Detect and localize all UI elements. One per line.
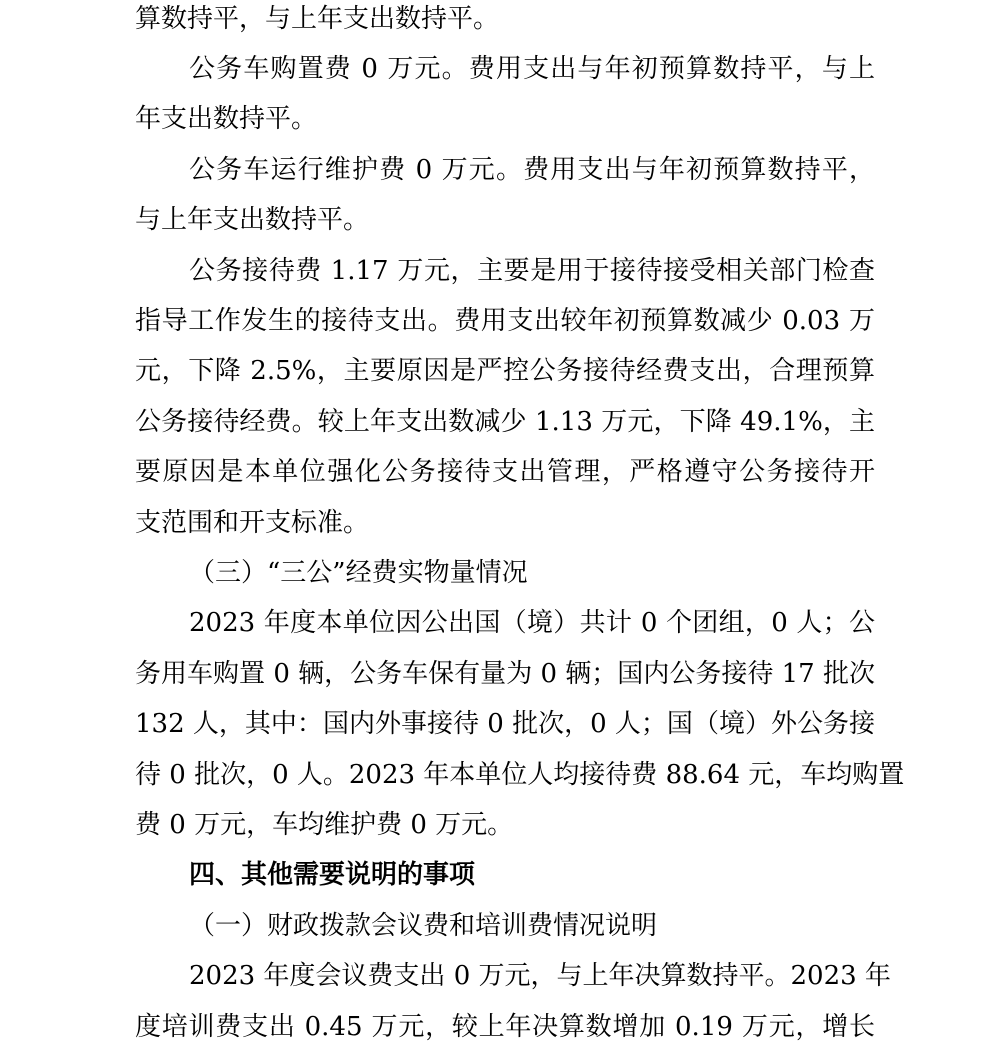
text-line: 务用车购置 0 辆，公务车保有量为 0 辆；国内公务接待 17 批次 <box>135 659 875 689</box>
text-line: 费 0 万元，车均维护费 0 万元。 <box>135 810 514 840</box>
text-line: 指导工作发生的接待支出。费用支出较年初预算数减少 0.03 万 <box>135 306 875 336</box>
text-line: 年支出数持平。 <box>135 104 318 134</box>
text-line: 2023 年度本单位因公出国（境）共计 0 个团组，0 人；公 <box>189 608 875 638</box>
text-line: 要原因是本单位强化公务接待支出管理，严格遵守公务接待开 <box>135 457 875 487</box>
text-line: 公务车运行维护费 0 万元。费用支出与年初预算数持平， <box>189 155 875 185</box>
text-line: 公务车购置费 0 万元。费用支出与年初预算数持平，与上 <box>189 54 875 84</box>
text-line: 支范围和开支标准。 <box>135 508 370 538</box>
text-line: 与上年支出数持平。 <box>135 205 370 235</box>
text-line: 132 人，其中：国内外事接待 0 批次，0 人；国（境）外公务接 <box>135 709 875 739</box>
section-heading: （三）“三公”经费实物量情况 <box>189 558 528 588</box>
text-line: 公务接待经费。较上年支出数减少 1.13 万元，下降 49.1%，主 <box>135 407 875 437</box>
section-heading: 四、其他需要说明的事项 <box>189 860 476 890</box>
text-line: 度培训费支出 0.45 万元，较上年决算数增加 0.19 万元，增长 <box>135 1012 875 1042</box>
text-line: 待 0 批次，0 人。2023 年本单位人均接待费 88.64 元，车均购置 <box>135 760 905 790</box>
text-line: 元，下降 2.5%，主要原因是严控公务接待经费支出，合理预算 <box>135 356 875 386</box>
text-line: 2023 年度会议费支出 0 万元，与上年决算数持平。2023 年 <box>189 961 891 991</box>
section-heading: （一）财政拨款会议费和培训费情况说明 <box>189 911 658 941</box>
text-line: 公务接待费 1.17 万元，主要是用于接待接受相关部门检查 <box>189 256 875 286</box>
text-line: 算数持平，与上年支出数持平。 <box>135 4 500 34</box>
